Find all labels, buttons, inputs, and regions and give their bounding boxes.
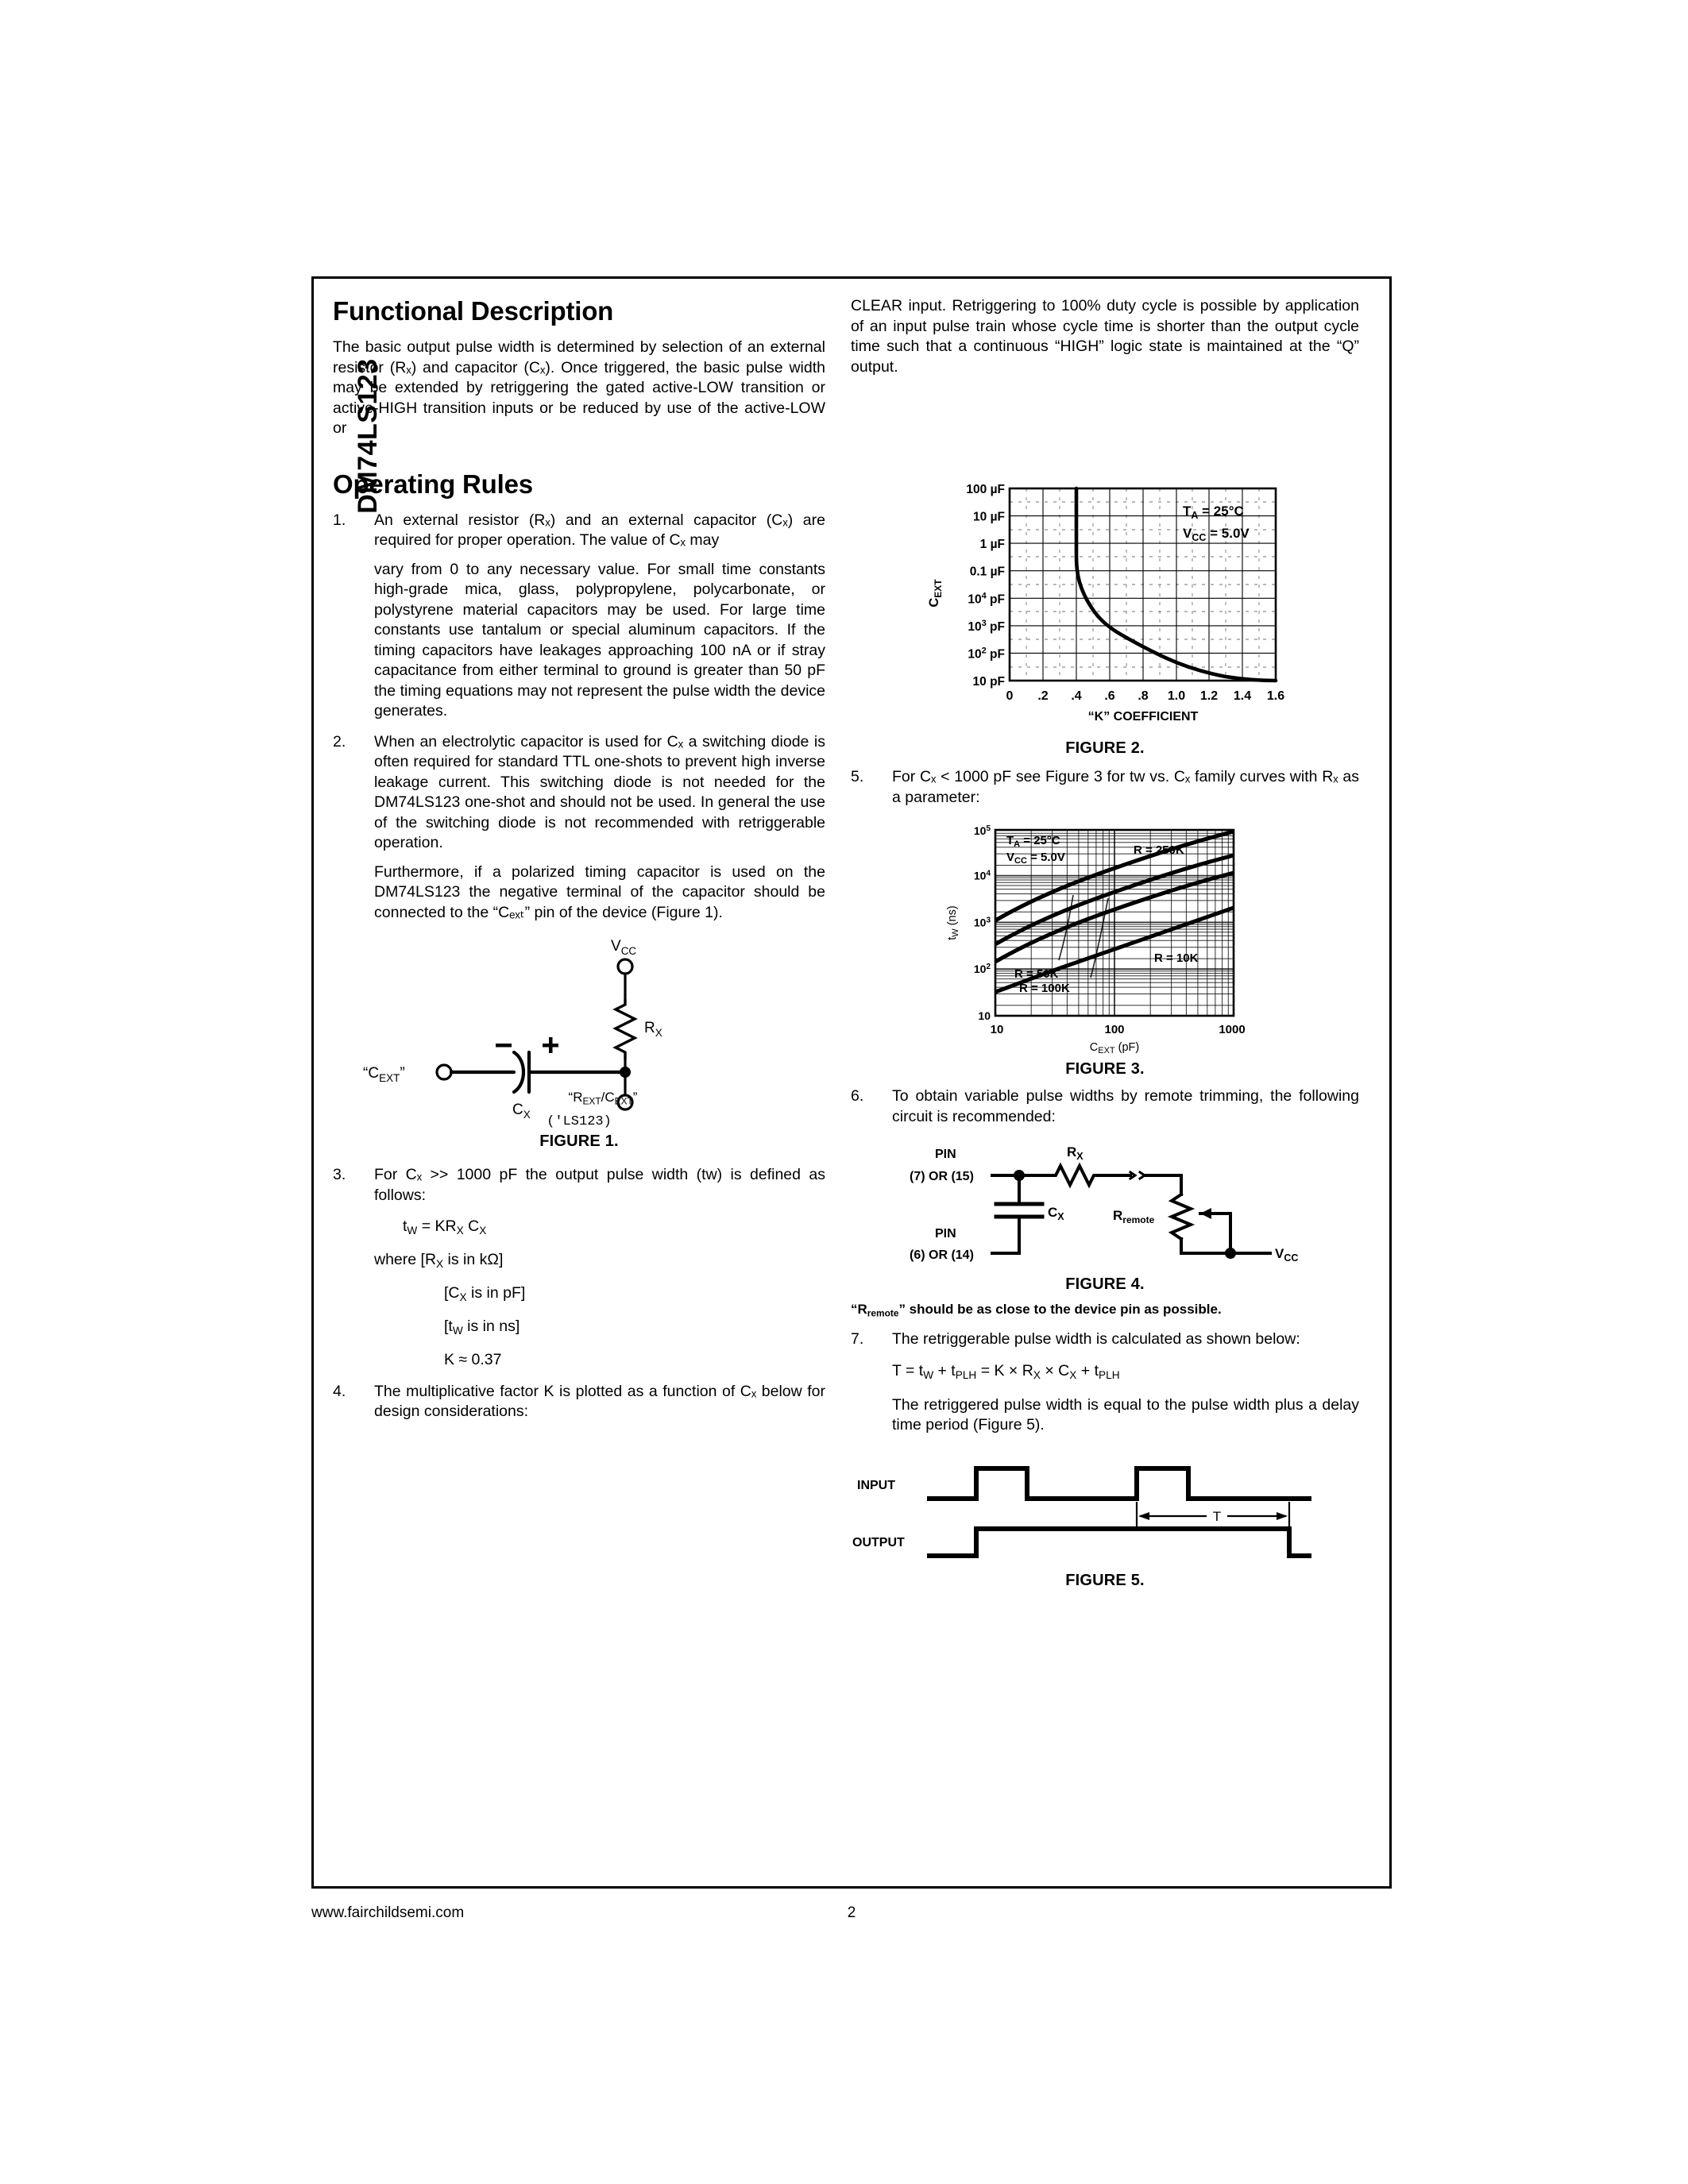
svg-text:105: $10^5$ [973,824,991,837]
svg-text:.2: .2 [1037,689,1049,703]
plus-sign-icon-v [549,1037,553,1053]
footer-url[interactable]: www.fairchildsemi.com [311,1904,465,1921]
figure4-pin-top-label-2: (7) OR (15) [910,1170,974,1183]
figure4-pin-top-label-1: PIN [935,1148,956,1161]
figure-3-chart [938,819,1272,1057]
svg-text:.6: .6 [1104,689,1115,703]
svg-text:100: 100 [1104,1023,1125,1036]
figure1-cx-label: $C_X$ [512,1102,531,1120]
functional-description-heading: Functional Description [333,296,614,326]
operating-rules-list-right-b [851,1086,1359,1127]
figure1-vcc-label: $V_{CC}$ [611,938,637,957]
svg-text:100 µF: 100 µF [966,483,1005,496]
svg-text:TA = 25°C: $T_A = 25^\circ C$ [1006,834,1060,849]
rule-number-3: 3. [333,1166,346,1184]
operating-rules-list-cont [333,1165,825,1422]
rule-2-paragraph-2: Furthermore, if a polarized timing capacitor is used on the DM74LS123 the negative terminal of the capacitor should be connected to the “Cₑₓₜ” pin of the device (Figure 1). [374,862,825,921]
figure3-x-tick-labels [991,1023,1246,1036]
figure3-label-r100k: R = 100K [1019,982,1070,995]
right-column [851,296,1359,1595]
remote-resistor-note: “$R_{remote}$” should be as close to the device pin as possible. [851,1302,1222,1319]
operating-rules-list [333,511,825,924]
figure3-caption: FIGURE 3. [1065,1060,1145,1078]
svg-text:10 pF: 10 pF [972,675,1005,689]
rule-number-7: 7. [851,1330,864,1349]
rule-3-equation-1: $t_W = KR_X$ $C_X$ [403,1217,487,1237]
svg-text:103: $10^3$ [973,916,991,929]
rule-number-1: 1. [333,511,346,529]
figure2-x-tick-labels [1006,689,1285,703]
figure3-label-r10k: R = 10K [1154,951,1199,965]
svg-text:104 pF: $10^4$ pF [968,591,1005,607]
content-frame [311,276,1392,1889]
rule-3-paragraph-1: For Cₓ >> 1000 pF the output pulse width (tᴡ) is defined as follows: [374,1166,825,1204]
rule-4-paragraph-1: The multiplicative factor K is plotted as a function of Cₓ below for design considerations: [374,1382,825,1421]
rule-7-paragraph-2: The retriggered pulse width is equal to the pulse width plus a delay time period (Figure 5). [892,1395,1359,1434]
rule-number-5: 5. [851,768,864,785]
figure-3-container [851,819,1359,1078]
figure-4-circuit-diagram [851,1137,1327,1272]
rule-item-3 [333,1165,825,1371]
svg-text:103 pF: $10^3$ pF [968,618,1005,634]
figure-2-chart [914,474,1296,736]
figure2-y-tick-labels [966,483,1005,689]
rule-1-paragraph-1: An external resistor (Rₓ) and an external capacitor (Cₓ) are required for proper operation. The value of Cₓ may [374,511,825,549]
svg-text:1000: 1000 [1219,1023,1246,1036]
vcc-terminal [618,959,632,974]
cext-terminal [437,1065,451,1079]
operating-rules-heading: Operating Rules [333,469,533,499]
svg-text:0.1 µF: 0.1 µF [969,565,1005,579]
figure1-rx-label: $R_X$ [644,1020,662,1039]
figure3-label-r50k: R = 50K [1014,967,1059,981]
rule-number-2: 2. [333,732,346,751]
figure1-sublabel: ('LS123) [547,1114,612,1130]
device-side-tab: DM74LS123 [353,358,383,514]
rule-1-paragraph-2: vary from 0 to any necessary value. For small time constants high-grade mica, glass, polypropylene, polycarbonate, or polystyrene material capacitors may be used. For large time constants use tantalum or special aluminum capacitors. If the timing capacitors have leakages approaching 100 nA or if stray capacitance from either terminal to ground is greater than 50 pF the timing equations may not represent the pulse width the device generates. [374,560,825,720]
rule-item-6 [851,1086,1359,1127]
figure4-caption: FIGURE 4. [1065,1275,1145,1293]
svg-text:VCC = 5.0V: $V_{CC} = 5.0V$ [1006,851,1065,866]
svg-text:10: 10 [990,1023,1004,1036]
rule-item-5 [851,767,1359,808]
rule-item-4 [333,1382,825,1422]
rule-item-7 [851,1329,1359,1435]
functional-description-left-paragraph: The basic output pulse width is determined by selection of an external resistor (Rₓ) and capacitor (Cₓ). Once triggered, the basic pulse width may be extended by retriggering the gated active-LOW transition or active-HIGH transition inputs or be reduced by use of the active-LOW or [333,338,825,437]
svg-text:1.0: 1.0 [1167,689,1186,703]
rule-number-6: 6. [851,1087,864,1105]
svg-text:VCC = 5.0V: $V_{CC} = 5.0V$ [1183,526,1250,543]
rule-7-paragraph-1: The retriggerable pulse width is calculated as shown below: [892,1330,1300,1349]
minus-sign-icon [496,1044,512,1048]
figure5-t-label: T [1212,1508,1222,1524]
rule-item-2 [333,732,825,924]
figure4-cx-label: $C_X$ [1048,1205,1064,1222]
operating-rules-list-right-a [851,767,1359,808]
figure1-caption: FIGURE 1. [539,1133,619,1151]
svg-text:1 µF: 1 µF [979,538,1005,552]
operating-rules-list-right-c [851,1329,1359,1435]
figure5-caption: FIGURE 5. [1065,1571,1145,1589]
figure-1-container [333,933,825,1151]
left-column [333,296,825,1433]
svg-text:0: 0 [1006,689,1014,703]
figure5-input-label: INPUT [857,1478,895,1492]
rule-7-equation: $T = t_W + t_{PLH} = K \times R_X \times C_X + t_{PLH}$ [892,1361,1120,1381]
rule-number-4: 4. [333,1382,346,1400]
figure3-x-axis-title: $C_{EXT}$ (pF) [1089,1041,1140,1055]
svg-text:102 pF: $10^2$ pF [968,646,1005,662]
figure1-rext-cext-label: “$R_{EXT}/C_{EXT}$” [568,1090,638,1107]
two-column-layout [314,279,1389,1886]
svg-text:TA = 25°C: $T_A = 25^\circ C$ [1183,504,1244,521]
rule-6-paragraph-1: To obtain variable pulse widths by remote trimming, the following circuit is recommended: [892,1087,1359,1125]
rule-3-equation-2: where [$R_X$ is in kΩ] [374,1251,504,1270]
rule-item-1 [333,511,825,722]
svg-text:.8: .8 [1138,689,1149,703]
figure3-y-axis-title: $t_W$ (ns) [946,905,960,940]
figure-5-container [851,1446,1359,1590]
svg-text:104: $10^4$ [973,869,991,882]
figure4-pin-bottom-label-1: PIN [935,1227,956,1241]
figure5-t-arrow-left-icon [1138,1512,1149,1520]
svg-text:1.2: 1.2 [1199,689,1219,703]
svg-text:102: $10^2$ [973,963,991,976]
svg-text:1.4: 1.4 [1233,689,1252,703]
figure5-output-label: OUTPUT [852,1535,905,1549]
figure4-wiper-arrow-icon [1200,1208,1211,1219]
figure2-x-axis-title: “K” COEFFICIENT [1087,710,1199,723]
figure4-rx-label: $R_X$ [1067,1144,1083,1162]
svg-text:10: 10 [978,1009,991,1022]
figure-4-container [851,1137,1359,1294]
rule-3-equation-3: [$C_X$ is in pF] [444,1283,526,1303]
rule-3-equation-4: [$t_W$ is in ns] [444,1317,520,1337]
figure-5-timing-diagram [851,1446,1327,1565]
figure2-y-axis-title: $C_{EXT}$ [927,579,944,608]
figure3-y-tick-labels [974,824,991,1022]
rule-5-paragraph-1: For Cₓ < 1000 pF see Figure 3 for tᴡ vs. Cₓ family curves with Rₓ as a parameter: [892,768,1359,806]
figure5-input-waveform [927,1468,1311,1499]
svg-text:10 µF: 10 µF [973,510,1005,524]
figure4-pin-bottom-label-2: (6) OR (14) [910,1248,974,1262]
footer-page-number: 2 [847,1904,856,1921]
svg-text:.4: .4 [1071,689,1082,703]
svg-text:1.6: 1.6 [1266,689,1285,703]
figure-2-container [851,474,1359,758]
rule-2-paragraph-1: When an electrolytic capacitor is used for Cₓ a switching diode is often required for standard TTL one-shots to prevent high inverse leakage current. This switching diode is not needed for the DM74LS123 one-shot and should not be used. In general the use of the switching diode is not recommended with retriggerable operation. [374,732,825,851]
figure3-label-r250k: R = 250K [1134,843,1184,857]
figure1-cext-pin-label: “$C_{EXT}$” [363,1065,405,1084]
figure4-rremote-label: $R_{remote}$ [1113,1208,1155,1225]
figure5-t-arrow-right-icon [1277,1512,1288,1520]
figure2-caption: FIGURE 2. [1065,739,1145,757]
rule-3-equation-5: K ≈ 0.37 [444,1350,502,1368]
figure5-output-waveform [927,1529,1311,1556]
functional-description-right-paragraph: CLEAR input. Retriggering to 100% duty cycle is possible by application of an input pulse train whose cycle time is shorter than the output cycle time such that a continuous “HIGH” logic state is maintained at the “Q” output. [851,297,1359,376]
figure4-vcc-label: $V_{CC}$ [1275,1246,1299,1264]
